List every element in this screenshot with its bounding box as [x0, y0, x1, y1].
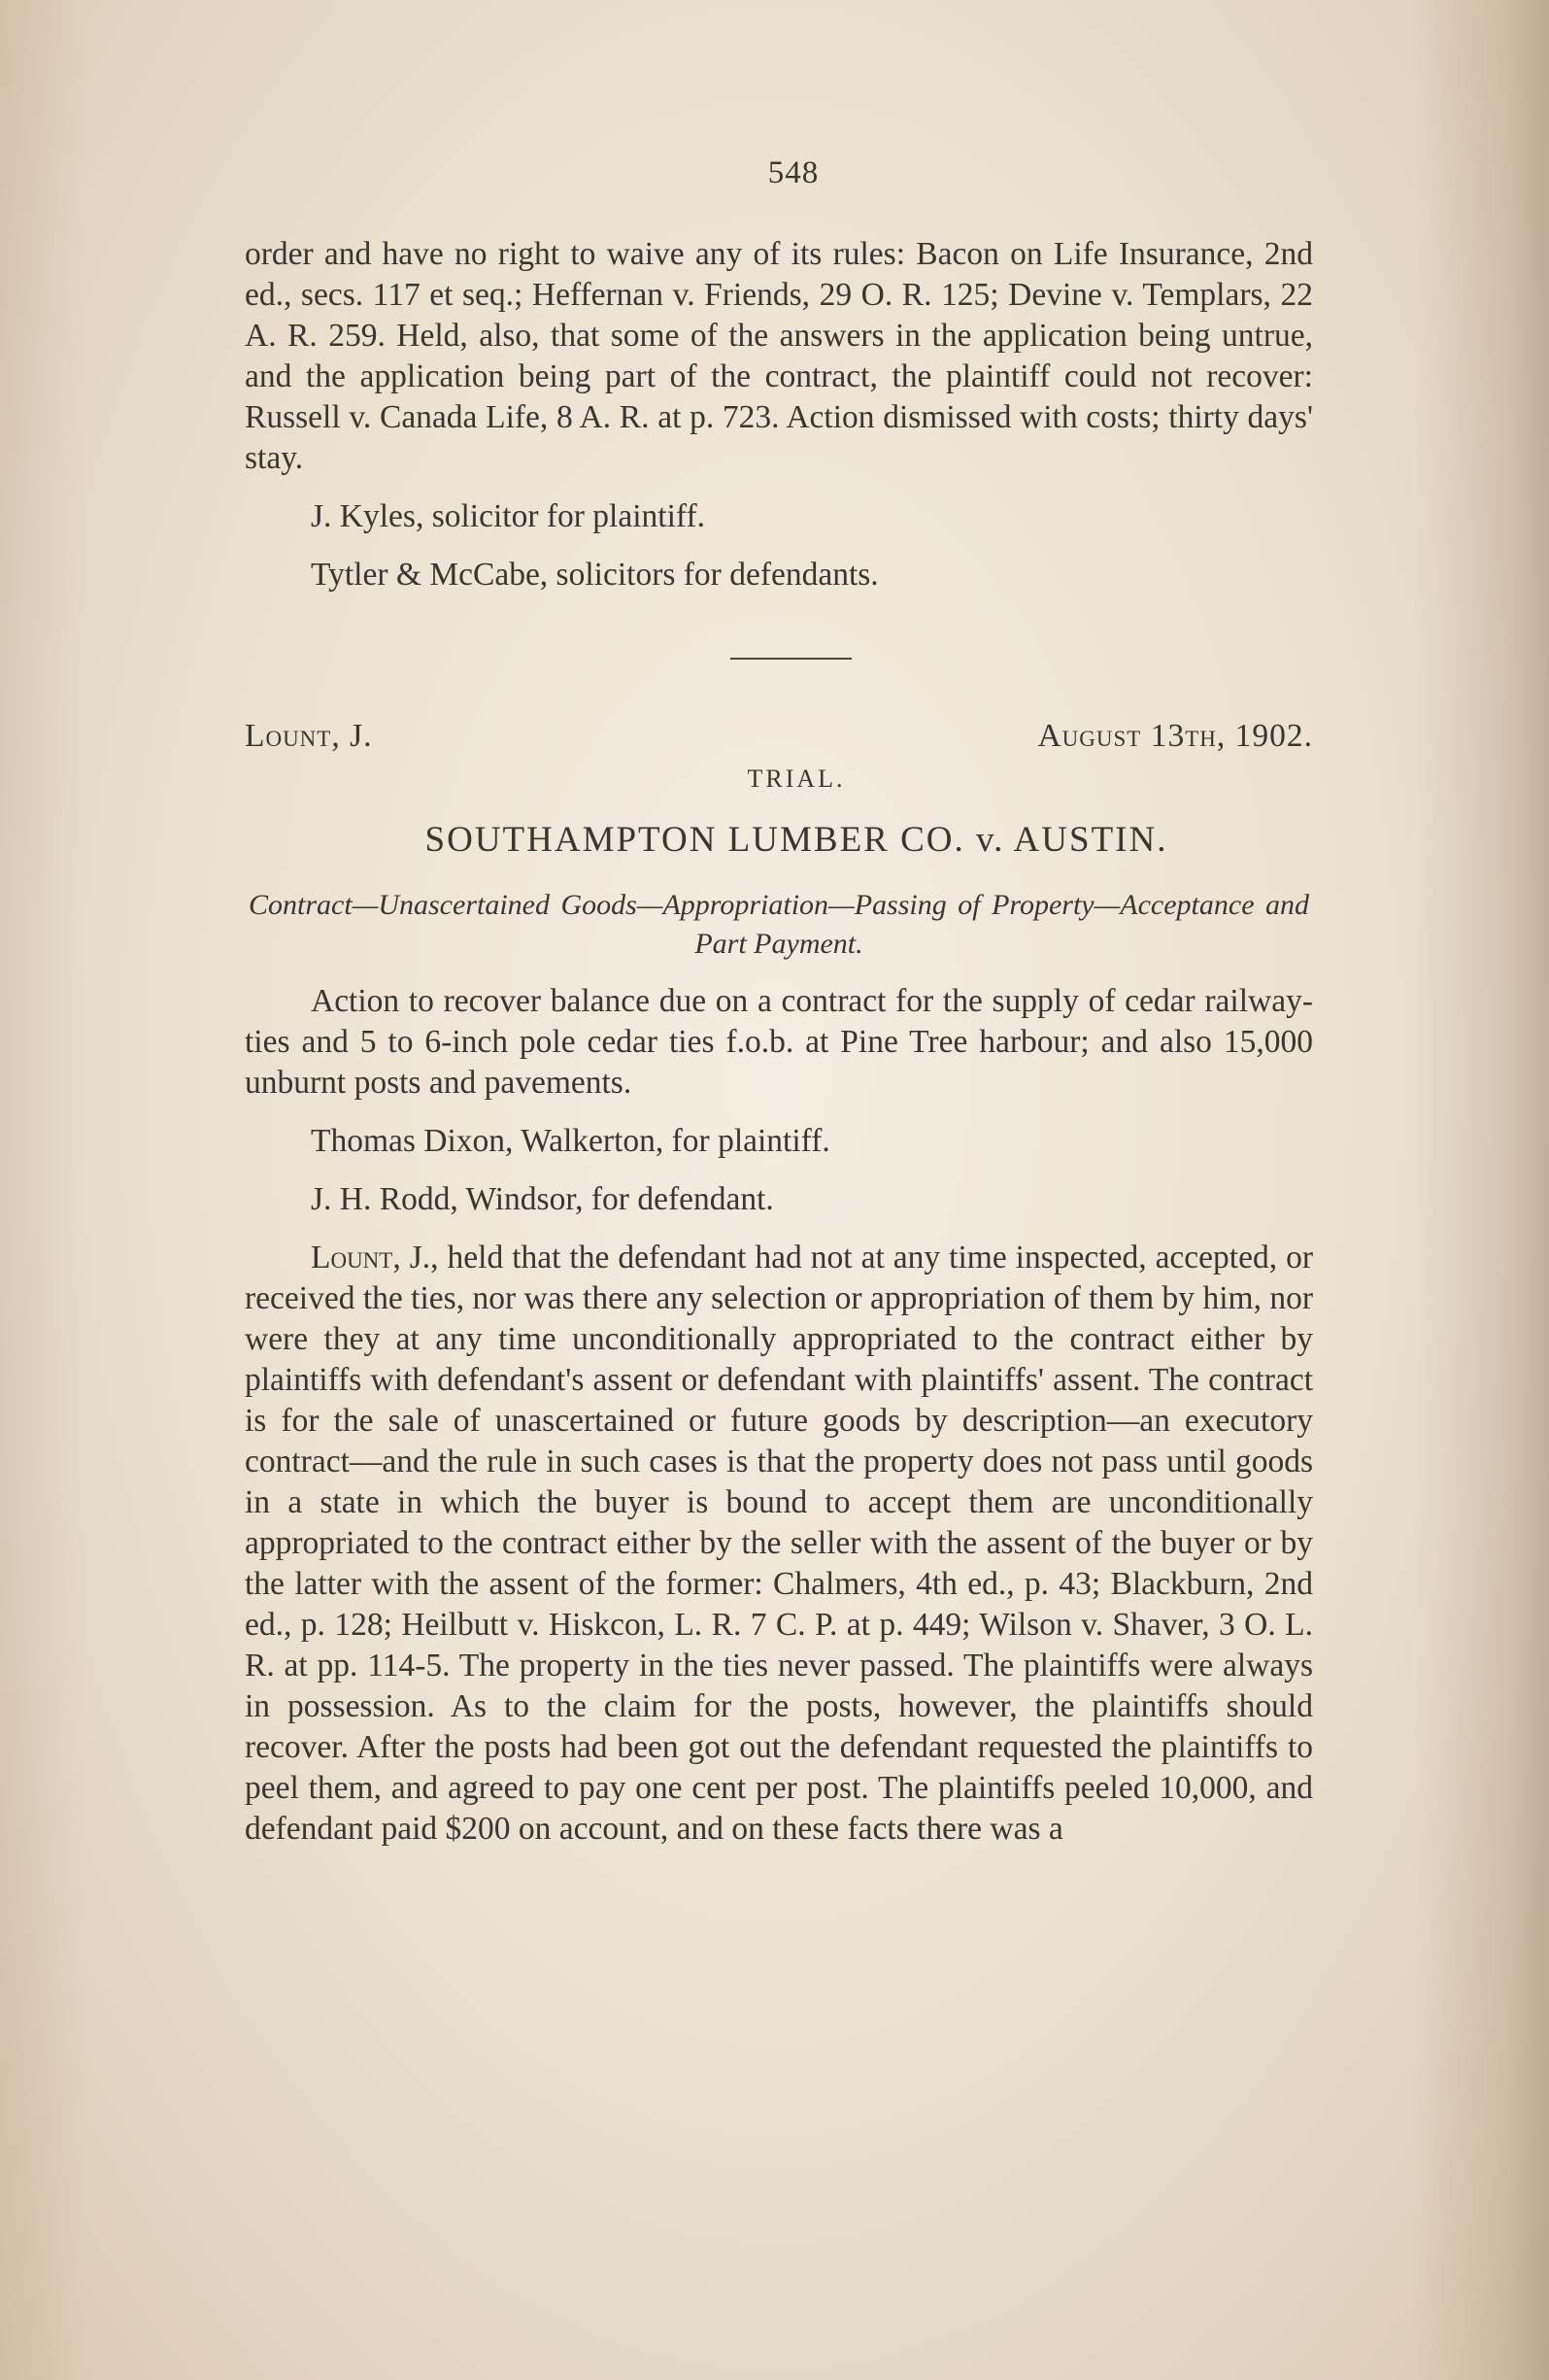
judgment-judge-name: Lount, J.,: [311, 1240, 439, 1275]
top-paragraph: order and have no right to waive any of its rules: Bacon on Life Insurance, 2nd ed., secs. 117 et seq.; Heffernan v. Friends, 29 O. R. 125; Devine v. Templars, 22 A. R. 259. Held, also, that some of the answers in the application being untrue, and the application being part of the contract, the plaintiff could not recover: Russell v. Canada Life, 8 A. R. at p. 723. Action dismissed with costs; thirty days' stay.: [245, 236, 1313, 476]
page-content: [245, 155, 1313, 1850]
counsel-defendant: J. H. Rodd, Windsor, for defendant.: [311, 1181, 774, 1217]
decision-date: August 13th, 1902.: [1037, 718, 1313, 754]
judgment-paragraph: [245, 1238, 1313, 1850]
page-shadow-right: [1413, 0, 1549, 2380]
statement-paragraph: Action to recover balance due on a contract for the supply of cedar railway-ties and 5 to 6-inch pole cedar ties f.o.b. at Pine Tree harbour; and also 15,000 unburnt posts and pavements.: [245, 983, 1313, 1101]
headnote: Contract—Unascertained Goods—Appropriation—Passing of Property—Acceptance and Part Payment.: [249, 889, 1309, 960]
section-divider: [730, 658, 852, 660]
solicitor-plaintiff: J. Kyles, solicitor for plaintiff.: [311, 498, 705, 534]
solicitor-defendants: Tytler & McCabe, solicitors for defendants.: [311, 557, 879, 593]
counsel-plaintiff: Thomas Dixon, Walkerton, for plaintiff.: [311, 1123, 830, 1159]
page-shadow-left: [0, 0, 87, 2380]
case-title: SOUTHAMPTON LUMBER CO. v. AUSTIN.: [424, 820, 1168, 860]
judge-name: Lount, J.: [245, 718, 373, 754]
page-number: 548: [767, 155, 820, 190]
judge-date-line: [245, 716, 1313, 757]
judgment-text: held that the defendant had not at any time inspected, accepted, or received the ties, nor was there any selection or appropriation of them by him, nor were they at any time unconditionally appropriated to the contract either by plaintiffs with defendant's assent or defendant with plaintiffs' assent. The contract is for the sale of unascertained or future goods by description—an executory contract—and the rule in such cases is that the property does not pass until goods in a state in which the buyer is bound to accept them are unconditionally appropriated to the contract either by the seller with the assent of the buyer or by the latter with the assent of the former: Chalmers, 4th ed., p. 43; Blackburn, 2nd ed., p. 128; Heilbutt v. Hiskcon, L. R. 7 C. P. at p. 449; Wilson v. Shaver, 3 O. L. R. at pp. 114-5. The property in the ties never passed. The plaintiffs were always in possession. As to the claim for the posts, however, the plaintiffs should recover. After the posts had been got out the defendant requested the plaintiffs to peel them, and agreed to pay one cent per post. The plaintiffs peeled 10,000, and defendant paid $200 on account, and on these facts there was a: [245, 1240, 1313, 1847]
trial-label: TRIAL.: [747, 765, 846, 793]
